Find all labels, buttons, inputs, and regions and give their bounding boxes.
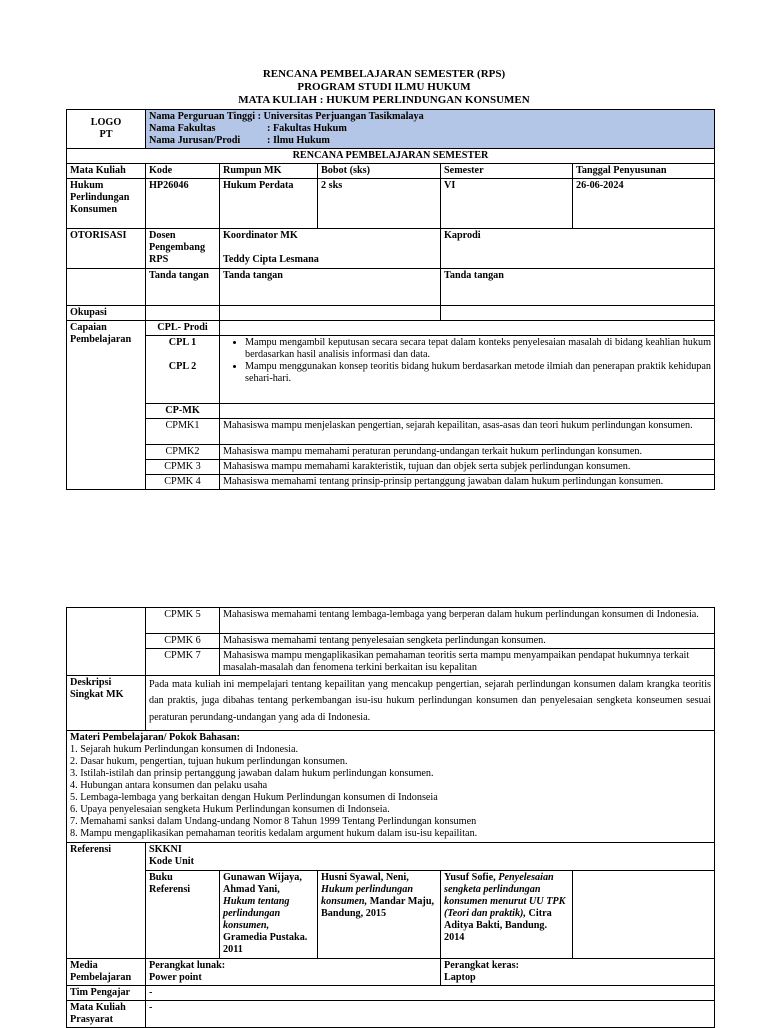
ref3-title: Penyelesaian sengketa perlindungan konsumen menurut UU TPK (Teori dan praktik), (444, 872, 566, 920)
cpl1-code: CPL 1 (168, 337, 197, 349)
skkni-cell (146, 843, 715, 871)
signature-label-2: Tanda tangan (220, 269, 441, 306)
logo-label: LOGO (90, 117, 122, 129)
media-label: Media Pembelajaran (67, 959, 146, 986)
reference-2 (318, 871, 441, 959)
course-group: Hukum Perdata (220, 179, 318, 229)
cpmk6-text: Mahasiswa memahami tentang penyelesaian sengketa perlindungan konsumen. (220, 634, 715, 649)
cpmk4-code: CPMK 4 (146, 475, 220, 490)
materi-item: 1. Sejarah hukum Perlindungan konsumen di Indonesia. (70, 744, 299, 756)
cpl-codes (146, 336, 220, 404)
cpmk7-text: Mahasiswa mampu mengaplikasikan pemahaman teoritis serta mampu menyampaikan pendapat hukumnya terkait masalah-masalah dan fenomena terkini berkaitan isu kepalitan (220, 649, 715, 676)
faculty-label: Nama Fakultas (149, 123, 216, 135)
cpmk3-code: CPMK 3 (146, 460, 220, 475)
software-value: Power point (149, 972, 202, 984)
header-mata-kuliah: Mata Kuliah (67, 164, 146, 179)
institution-info (146, 110, 715, 149)
empty-cell (67, 608, 146, 676)
cpmk3-text: Mahasiswa mampu memahami karakteristik, tujuan dan objek serta subjek perlindungan konsumen. (220, 460, 715, 475)
header-kode: Kode (146, 164, 220, 179)
cpl2-code: CPL 2 (168, 361, 197, 373)
cpmk4-text: Mahasiswa memahami tentang prinsip-prinsip pertanggung jawaban dalam hukum perlindungan konsumen. (220, 475, 715, 490)
signature-label-1: Tanda tangan (146, 269, 220, 306)
buku-referensi-label: Buku Referensi (146, 871, 220, 959)
dept-value: : Ilmu Hukum (267, 135, 330, 147)
header-rumpun: Rumpun MK (220, 164, 318, 179)
empty-cell (220, 404, 715, 419)
course-credit: 2 sks (318, 179, 441, 229)
empty-cell (441, 306, 715, 321)
signature-label-3: Tanda tangan (441, 269, 715, 306)
ref1-publisher: Gramedia Pustaka. 2011 (223, 932, 308, 956)
ref2-author: Husni Syawal, Neni, (321, 872, 409, 884)
kaprodi-label: Kaprodi (441, 229, 715, 269)
section-title: RENCANA PEMBELAJARAN SEMESTER (67, 149, 715, 164)
hardware-cell (441, 959, 715, 986)
doc-title: RENCANA PEMBELAJARAN SEMESTER (RPS) (262, 68, 506, 80)
cpmk1-text: Mahasiswa mampu menjelaskan pengertian, sejarah kepailitan, asas-asas dan teori hukum perlindungan konsumen. (220, 419, 715, 445)
header-bobot: Bobot (sks) (318, 164, 441, 179)
skkni-label: SKKNI (149, 844, 182, 856)
tim-pengajar-value: - (146, 986, 715, 1001)
course-code: HP26046 (146, 179, 220, 229)
empty-cell (220, 321, 715, 336)
header-tanggal: Tanggal Penyusunan (573, 164, 715, 179)
materi-item: 4. Hubungan antara konsumen dan pelaku usaha (70, 780, 268, 792)
reference-1 (220, 871, 318, 959)
empty-cell (146, 306, 220, 321)
course-date: 26-06-2024 (573, 179, 715, 229)
ref1-title: Hukum tentang perlindungan konsumen, (223, 896, 290, 932)
capaian-label: Capaian Pembelajaran (67, 321, 146, 490)
materi-item: 6. Upaya penyelesaian sengketa Hukum Perlindungan konsumen di Indonseia. (70, 804, 390, 816)
materi-item: 5. Lembaga-lembaga yang berkaitan dengan Hukum Perlindungan konsumen di Indonseia (70, 792, 438, 804)
koordinator-name: Teddy Cipta Lesmana (223, 254, 319, 266)
cpmk7-code: CPMK 7 (146, 649, 220, 676)
deskripsi-text: Pada mata kuliah ini mempelajari tentang kepailitan yang mencakup pengertian, sejarah perlindungan konsumen dalam krangka teoritis dan praktis, juga dibahas tentang perkembangan isu-isu hukum perlindungan konsumen dan penyelesaian sengketa konseumen sesuai peraturan perundang-undangan yang ada di Indonesia. (146, 676, 715, 731)
doc-subtitle-prodi: PROGRAM STUDI ILMU HUKUM (297, 81, 471, 93)
hardware-value: Laptop (444, 972, 476, 984)
rps-table-page1 (66, 109, 715, 490)
cpmk5-code: CPMK 5 (146, 608, 220, 634)
dosen-pengembang-label: Dosen Pengembang RPS (146, 229, 220, 269)
software-cell (146, 959, 441, 986)
logo-cell (67, 110, 146, 149)
cpmk2-code: CPMK2 (146, 445, 220, 460)
ref3-author: Yusuf Sofie, (444, 872, 496, 884)
kode-unit-label: Kode Unit (149, 856, 194, 868)
ref1-author: Gunawan Wijaya, Ahmad Yani, (223, 872, 302, 896)
empty-cell (67, 269, 146, 306)
cpl-prodi-label: CPL- Prodi (146, 321, 220, 336)
tim-pengajar-label: Tim Pengajar (67, 986, 146, 1001)
header-semester: Semester (441, 164, 573, 179)
materi-title: Materi Pembelajaran/ Pokok Bahasan: (70, 732, 241, 744)
otorisasi-label: OTORISASI (67, 229, 146, 269)
referensi-label: Referensi (67, 843, 146, 959)
cpmk6-code: CPMK 6 (146, 634, 220, 649)
prasyarat-label: Mata Kuliah Prasyarat (67, 1001, 146, 1028)
prasyarat-value: - (146, 1001, 715, 1028)
cpmk5-text: Mahasiswa memahami tentang lembaga-lembaga yang berperan dalam hukum perlindungan konsumen di Indonesia. (220, 608, 715, 634)
university-name: Nama Perguruan Tinggi : Universitas Perjuangan Tasikmalaya (149, 111, 424, 122)
materi-item: 8. Mampu mengaplikasikan pemahaman teoritis kedalam argument hukum dalam isu-isu kepailitan. (70, 828, 478, 840)
course-semester: VI (441, 179, 573, 229)
ref3-publisher: Citra Aditya Bakti, Bandung. 2014 (444, 908, 552, 944)
materi-item: 7. Memahami sanksi dalam Undang-undang Nomor 8 Tahun 1999 Tentang Perlindungan konsumen (70, 816, 477, 828)
doc-subtitle-course: MATA KULIAH : HUKUM PERLINDUNGAN KONSUMEN (238, 94, 530, 106)
logo-pt: PT (99, 129, 113, 141)
materi-cell (67, 731, 715, 843)
reference-3 (441, 871, 573, 959)
ref2-publisher: Mandar Maju, Bandung, 2015 (321, 896, 435, 920)
rps-table-page2 (66, 607, 715, 1028)
dept-label: Nama Jurusan/Prodi (149, 135, 241, 147)
cpmk-label: CP-MK (146, 404, 220, 419)
koordinator-cell (220, 229, 441, 269)
empty-cell (220, 306, 441, 321)
materi-item: 3. Istilah-istilah dan prinsip pertanggung jawaban dalam hukum perlindungan konsumen. (70, 768, 434, 780)
software-label: Perangkat lunak: (149, 960, 226, 972)
cpl-list (220, 336, 715, 404)
cpl1-text: • Mampu mengambil keputusan secara secara tepat dalam konteks penyelesaian masalah di bidang keahlian hukum berdasarkan hasil analisis informasi dan data. (245, 337, 711, 361)
deskripsi-label: Deskripsi Singkat MK (67, 676, 146, 731)
hardware-label: Perangkat keras: (444, 960, 519, 972)
empty-cell (573, 871, 715, 959)
cpmk1-code: CPMK1 (146, 419, 220, 445)
course-name: Hukum Perlindungan Konsumen (67, 179, 146, 229)
faculty-value: : Fakultas Hukum (267, 123, 347, 135)
okupasi-label: Okupasi (67, 306, 146, 321)
koordinator-label: Koordinator MK (223, 230, 298, 242)
materi-item: 2. Dasar hukum, pengertian, tujuan hukum perlindungan konsumen. (70, 756, 348, 768)
ref2-title: Hukum perlindungan konsumen, (321, 884, 414, 908)
cpl2-text: • Mampu menggunakan konsep teoritis bidang hukum berdasarkan metode ilmiah dan penerapan praktik kehidupan sehari-hari. (245, 361, 711, 385)
cpmk2-text: Mahasiswa mampu memahami peraturan perundang-undangan terkait hukum perlindungan konsumen. (220, 445, 715, 460)
